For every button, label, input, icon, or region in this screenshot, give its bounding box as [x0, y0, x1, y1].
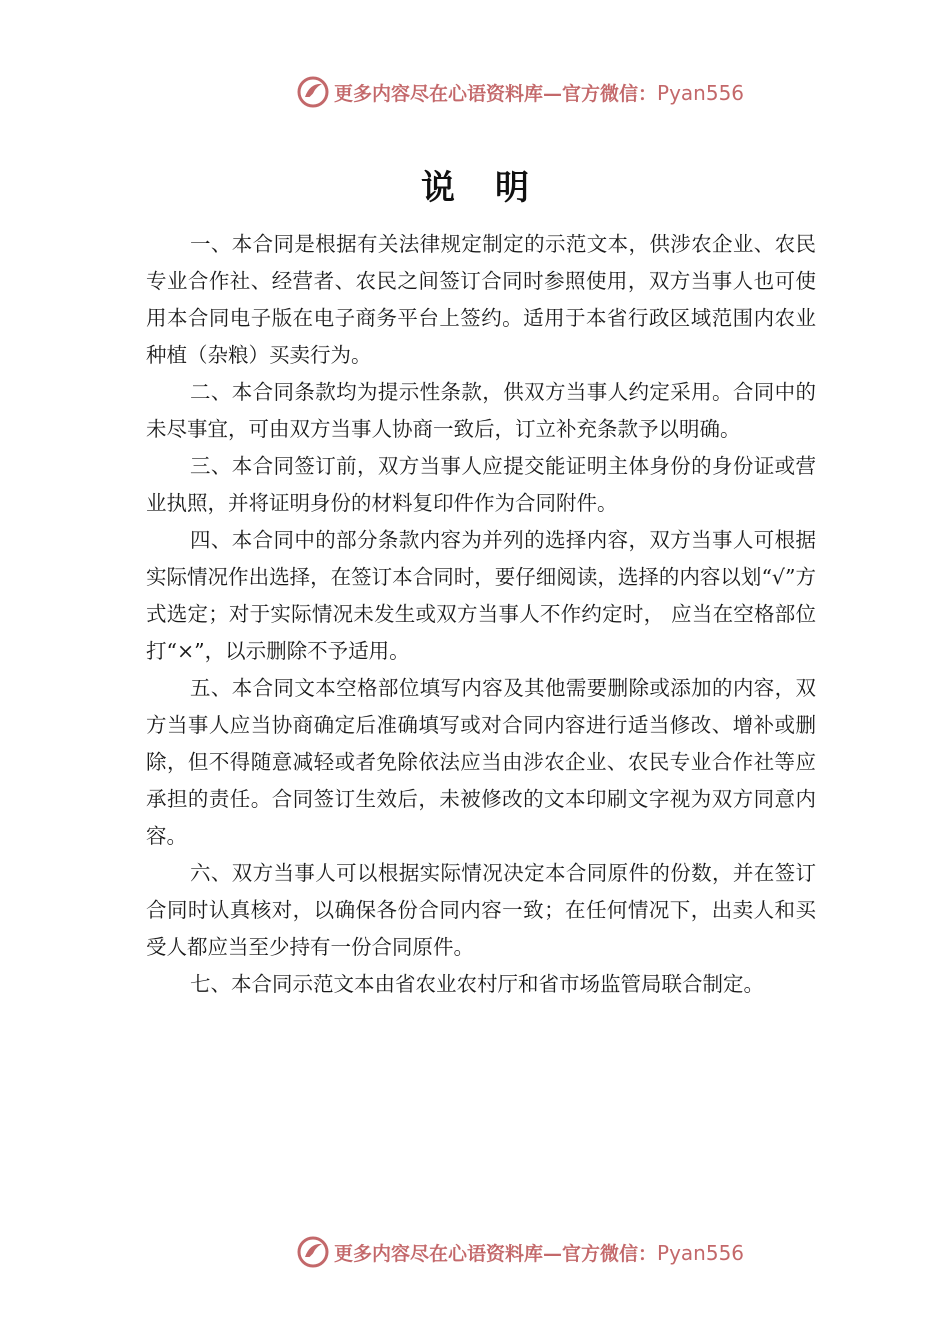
paragraph-4: 四、本合同中的部分条款内容为并列的选择内容，双方当事人可根据实际情况作出选择，在签订本合同时，要仔细阅读，选择的内容以划“√”方式选定；对于实际情况未发生或双方当事人不作约定时， 应当在空格部位打“×”，以示删除不予适用。 [146, 528, 816, 663]
logo-icon [296, 1235, 330, 1269]
watermark-code: Pyan556 [657, 1240, 745, 1265]
footer-watermark [296, 1234, 816, 1270]
document-title: 说明 [421, 168, 569, 208]
paragraph-2: 二、本合同条款均为提示性条款，供双方当事人约定采用。合同中的未尽事宜，可由双方当事人协商一致后，订立补充条款予以明确。 [146, 380, 816, 441]
header-watermark [296, 74, 816, 110]
document-body [146, 226, 816, 1003]
paragraph-3: 三、本合同签订前，双方当事人应提交能证明主体身份的身份证或营业执照，并将证明身份的材料复印件作为合同附件。 [146, 454, 816, 515]
paragraph-5: 五、本合同文本空格部位填写内容及其他需要删除或添加的内容，双方当事人应当协商确定后准确填写或对合同内容进行适当修改、增补或删除，但不得随意减轻或者免除依法应当由涉农企业、农民专业合作社等应承担的责任。合同签订生效后，未被修改的文本印刷文字视为双方同意内容。 [146, 676, 816, 848]
paragraph-1: 一、本合同是根据有关法律规定制定的示范文本，供涉农企业、农民专业合作社、经营者、农民之间签订合同时参照使用，双方当事人也可使用本合同电子版在电子商务平台上签约。适用于本省行政区域范围内农业种植（杂粮）买卖行为。 [146, 232, 816, 367]
paragraph-6: 六、双方当事人可以根据实际情况决定本合同原件的份数，并在签订合同时认真核对，以确保各份合同内容一致；在任何情况下，出卖人和买受人都应当至少持有一份合同原件。 [146, 861, 816, 959]
logo-icon [296, 75, 330, 109]
paragraph-7: 七、本合同示范文本由省农业农村厅和省市场监管局联合制定。 [190, 972, 764, 996]
watermark-text: 更多内容尽在心语资料库—官方微信：Pyan556 [334, 1240, 745, 1265]
watermark-text: 更多内容尽在心语资料库—官方微信：Pyan556 [334, 80, 745, 105]
watermark-code: Pyan556 [657, 80, 745, 105]
